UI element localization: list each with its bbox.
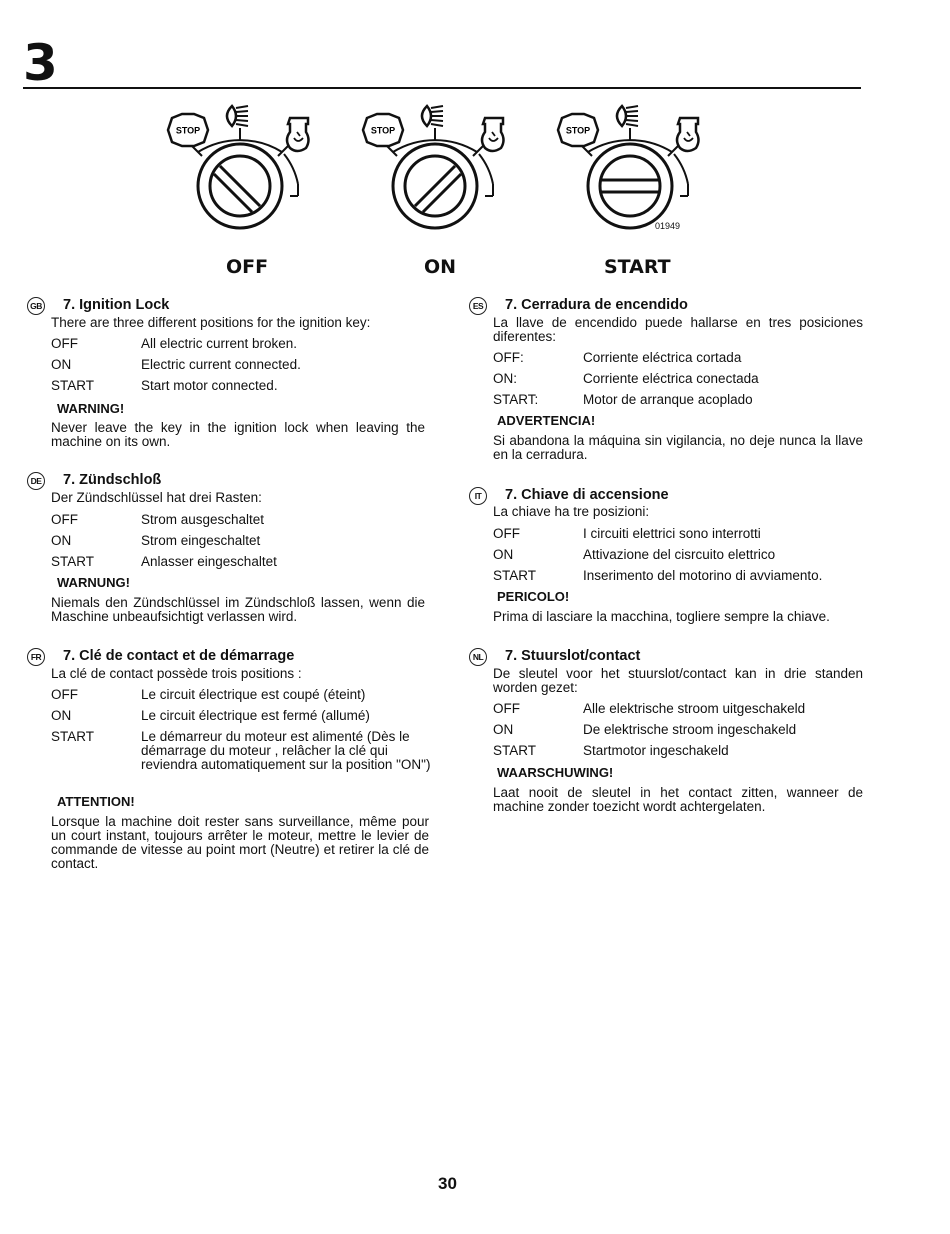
section-title: 7. Chiave di accensione [505, 487, 669, 503]
warning-text: Si abandona la máquina sin vigilancia, no deje nunca la llave en la cerradura. [493, 433, 863, 462]
warning-text: Laat nooit de sleutel in het contact zitten, wanneer de machine zonder toezicht wordt achtergelaten. [493, 785, 863, 814]
position-key: START: [493, 392, 539, 407]
warning-text: Niemals den Zündschlüssel im Zündschloß lassen, wenn die Maschine unbeaufsichtigt verlassen wird. [51, 595, 425, 624]
key-dial [582, 128, 688, 228]
warning-label: WAARSCHUWING! [497, 765, 614, 780]
section-title: 7. Zündschloß [63, 472, 162, 488]
position-key: ON [493, 722, 514, 737]
position-desc: Inserimento del motorino di avviamento. [583, 568, 823, 583]
warning-label: WARNUNG! [57, 575, 130, 590]
position-key: OFF: [493, 350, 524, 365]
section-gb [27, 297, 437, 457]
position-desc: Corriente eléctrica cortada [583, 350, 742, 365]
position-desc: Strom ausgeschaltet [141, 512, 265, 527]
section-de [27, 472, 437, 632]
warning-text: Prima di lasciare la macchina, togliere sempre la chiave. [493, 609, 830, 624]
position-key: OFF [51, 512, 78, 527]
section-intro: La chiave ha tre posizioni: [493, 504, 650, 519]
section-title: 7. Clé de contact et de démarrage [63, 648, 295, 664]
position-desc: Startmotor ingeschakeld [583, 743, 729, 758]
section-nl [469, 648, 869, 818]
position-key: OFF [51, 336, 78, 351]
headlight-icon [227, 106, 248, 126]
position-desc: Le circuit électrique est fermé (allumé) [141, 708, 370, 723]
warning-label: WARNING! [57, 401, 125, 416]
position-desc: Motor de arranque acoplado [583, 392, 753, 407]
key-dial [192, 128, 298, 228]
section-intro: La llave de encendido puede hallarse en tres posiciones diferentes: [493, 315, 863, 344]
warning-label: ADVERTENCIA! [497, 413, 596, 428]
position-key: START [493, 743, 537, 758]
position-desc: Corriente eléctrica conectada [583, 371, 759, 386]
position-key: START [51, 729, 95, 744]
section-intro: Der Zündschlüssel hat drei Rasten: [51, 490, 262, 505]
flag-de-icon: DE [27, 472, 45, 490]
flag-nl-icon: NL [469, 648, 487, 666]
warning-text: Lorsque la machine doit rester sans surveillance, même pour un court instant, toujours arrêter le moteur, mettre le levier de commande de vitesse au point mort (Neutre) et retirer la clé de contact. [51, 814, 429, 871]
page-number: 30 [438, 1174, 457, 1193]
position-desc: Le circuit électrique est coupé (éteint) [141, 687, 366, 702]
section-title: 7. Stuurslot/contact [505, 648, 641, 664]
stop-badge-text: STOP [175, 125, 201, 136]
position-desc: Le démarreur du moteur est alimenté (Dès le démarrage du moteur , relâcher la clé qui reviendra automatiquement sur la position "ON") [141, 729, 431, 772]
position-key: ON [493, 547, 514, 562]
position-key: ON [51, 708, 72, 723]
section-fr [27, 648, 437, 878]
position-key: START [51, 378, 95, 393]
position-desc: All electric current broken. [141, 336, 298, 351]
position-key: ON: [493, 371, 518, 386]
dial-on [363, 106, 504, 228]
ignition-key-diagram [150, 100, 710, 230]
position-desc: Anlasser eingeschaltet [141, 554, 277, 569]
dial-off [168, 106, 309, 228]
position-key: START [493, 568, 537, 583]
warning-text: Never leave the key in the ignition lock when leaving the machine on its own. [51, 420, 425, 449]
stop-icon [363, 114, 403, 146]
stop-icon [168, 114, 208, 146]
position-desc: Alle elektrische stroom uitgeschakeld [583, 701, 806, 716]
engine-start-icon [677, 118, 699, 151]
section-title: 7. Cerradura de encendido [505, 297, 688, 313]
stop-badge-text: STOP [565, 125, 591, 136]
flag-it-icon: IT [469, 487, 487, 505]
position-desc: Attivazione del cisrcuito elettrico [583, 547, 776, 562]
engine-start-icon [287, 118, 309, 151]
figure-reference: 01949 [655, 221, 681, 231]
position-key: START [51, 554, 95, 569]
position-desc: Start motor connected. [141, 378, 278, 393]
section-title: 7. Ignition Lock [63, 297, 170, 313]
key-dial [387, 128, 493, 228]
engine-start-icon [482, 118, 504, 151]
section-it [469, 487, 869, 637]
header-rule [23, 87, 861, 89]
position-key: ON [51, 357, 72, 372]
stop-icon [558, 114, 598, 146]
label-off: OFF [226, 256, 269, 278]
section-intro: There are three different positions for the ignition key: [51, 315, 371, 330]
flag-fr-icon: FR [27, 648, 45, 666]
position-desc: Electric current connected. [141, 357, 301, 372]
section-intro: La clé de contact possède trois positions : [51, 666, 302, 681]
position-key: ON [51, 533, 72, 548]
section-intro: De sleutel voor het stuurslot/contact kan in drie standen worden gezet: [493, 666, 863, 695]
position-desc: I circuiti elettrici sono interrotti [583, 526, 761, 541]
label-start: START [604, 256, 671, 278]
chapter-number: 3 [23, 34, 58, 92]
warning-label: ATTENTION! [57, 794, 135, 809]
stop-badge-text: STOP [370, 125, 396, 136]
label-on: ON [424, 256, 457, 278]
position-desc: De elektrische stroom ingeschakeld [583, 722, 797, 737]
dial-start [558, 106, 699, 228]
position-key: OFF [493, 526, 520, 541]
flag-es-icon: ES [469, 297, 487, 315]
flag-gb-icon: GB [27, 297, 45, 315]
section-es [469, 297, 869, 467]
headlight-icon [422, 106, 443, 126]
headlight-icon [617, 106, 638, 126]
position-key: OFF [493, 701, 520, 716]
position-key: OFF [51, 687, 78, 702]
warning-label: PERICOLO! [497, 589, 570, 604]
position-desc: Strom eingeschaltet [141, 533, 261, 548]
